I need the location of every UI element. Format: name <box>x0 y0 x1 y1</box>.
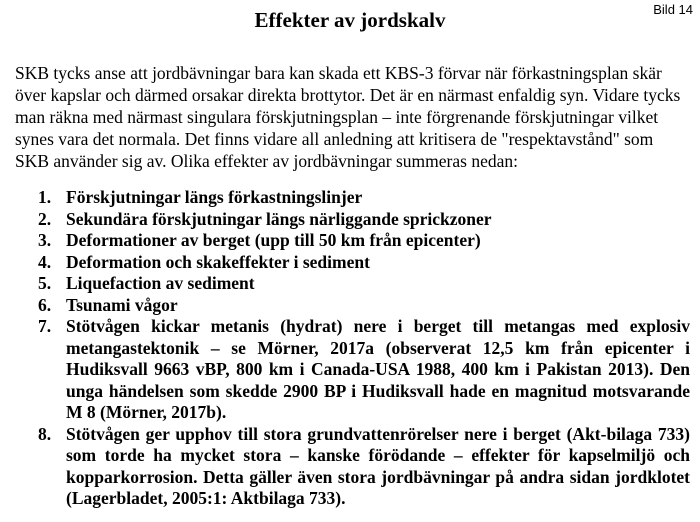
list-number: 3. <box>38 230 52 250</box>
list-item <box>0 187 690 209</box>
list-item-text: Deformation och skakeffekter i sediment <box>66 251 370 272</box>
list-item <box>0 273 690 295</box>
list-item <box>0 295 690 317</box>
list-number: 4. <box>38 251 52 272</box>
list-item-text: Stötvågen kickar metanis (hydrat) nere i berget till metangas med explosiv metangastektonik – se Mörner, 2017a (observerat 12,5 km från epicenter i Hudiksvall 9663 vBP, 800 km i Canada-USA 1988, 400 km i Pakistan 2013). Den unga händelsen som skedde 2900 BP i Hudiksvall hade en magnitud motsvarande M 8 (Mörner, 2017b). <box>66 316 690 422</box>
list-number: 8. <box>38 423 52 444</box>
slide-number: Bild 14 <box>653 2 693 17</box>
list-item-text: Förskjutningar längs förkastningslinjer <box>66 187 363 207</box>
list-item <box>0 424 690 510</box>
list-item-text: Liquefaction av sediment <box>66 273 255 293</box>
list-item-text: Stötvågen ger upphov till stora grundvattenrörelser nere i berget (Akt-bilaga 733) som torde ha mycket stora – kanske förödande – effekter för kapselmiljö och kopparkorrosion. Detta gäller även stora jordbävningar på andra sidan jordklotet (Lagerbladet, 2005:1: Aktbilaga 733). <box>66 423 690 508</box>
list-number: 5. <box>38 273 52 293</box>
list-item <box>0 316 690 424</box>
list-item-text: Tsunami vågor <box>66 294 178 315</box>
list-number: 1. <box>38 187 52 207</box>
page-title: Effekter av jordskalv <box>254 8 446 32</box>
list-item <box>0 209 690 231</box>
list-item-text: Sekundära förskjutningar längs närliggande sprickzoner <box>66 208 492 229</box>
list-item <box>0 252 690 274</box>
list-number: 2. <box>38 208 52 229</box>
list-item-text: Deformationer av berget (upp till 50 km från epicenter) <box>66 230 481 250</box>
list-item <box>0 230 690 252</box>
intro-paragraph: SKB tycks anse att jordbävningar bara kan skada ett KBS-3 förvar när förkastningsplan skär över kapslar och därmed orsakar direkta brottytor. Det är en närmast enfaldig syn. Vidare tycks man räkna med närmast singulara förskjutningsplan – inte förgrenande förskjutningar vilket synes vara det normala. Det finns vidare all anledning att kritisera de "respektavstånd" som SKB använder sig av. Olika effekter av jordbävningar summeras nedan: <box>15 63 681 171</box>
list-number: 6. <box>38 294 52 315</box>
list-number: 7. <box>38 316 52 336</box>
effects-list <box>0 187 690 510</box>
